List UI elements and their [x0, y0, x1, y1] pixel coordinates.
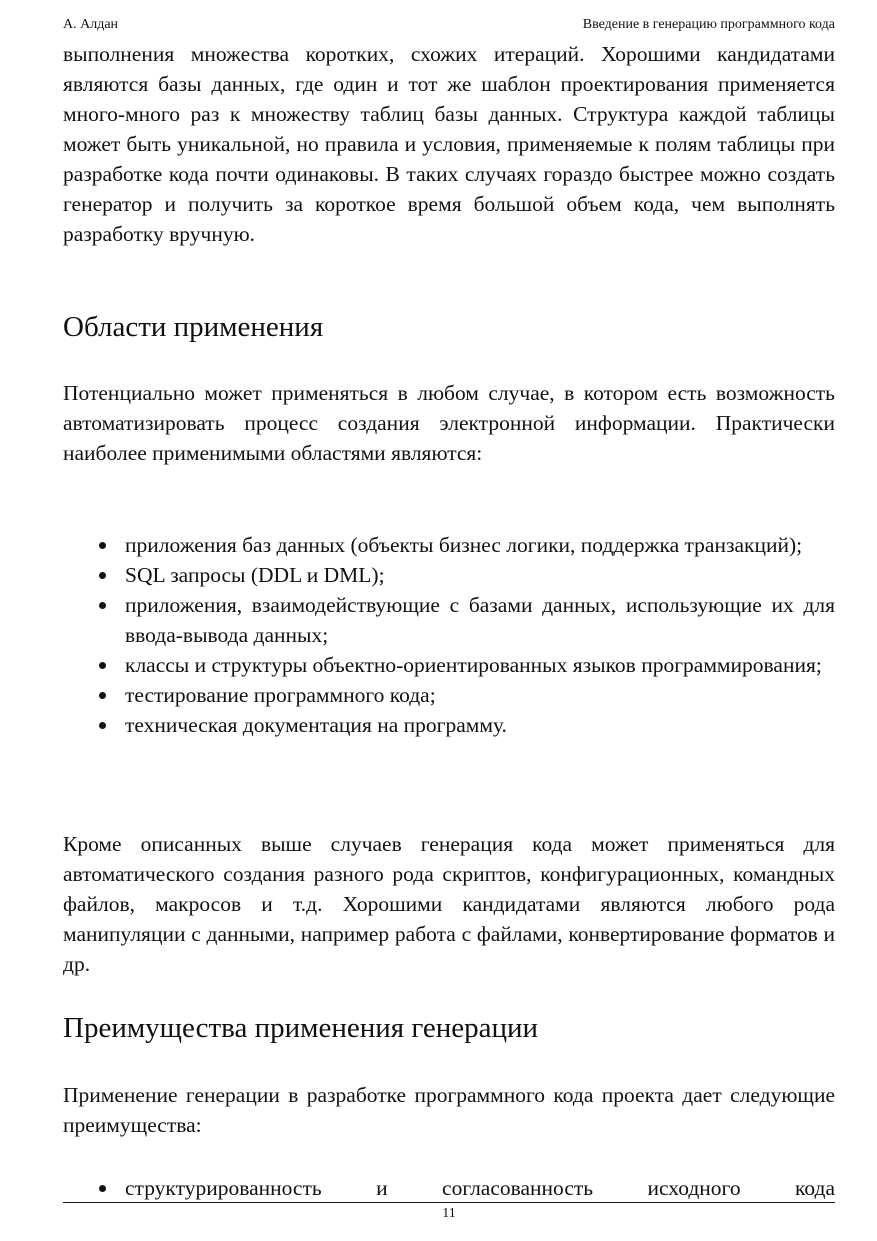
paragraph-applications-other: Кроме описанных выше случаев генерация кода может применяться для автоматического создания разного рода скриптов, конфигурационных, командных файлов, макросов и т.д. Хорошими кандидатами являются любого рода манипуляции с данными, например работа с файлами, конвертирование форматов и др.: [63, 832, 835, 976]
bullet-icon: [99, 602, 106, 609]
bullet-icon: [99, 692, 106, 699]
paragraph-applications-intro: Потенциально может применяться в любом случае, в котором есть возможность автоматизировать процесс создания электронной информации. Практически наиболее применимыми областями являются:: [63, 381, 835, 465]
list-item-text: приложения баз данных (объекты бизнес логики, поддержка транзакций);: [125, 533, 803, 557]
list-item: [63, 1173, 835, 1203]
running-header: [63, 15, 835, 35]
list-item: [63, 650, 835, 680]
bullet-icon: [99, 662, 106, 669]
list-item: [63, 560, 835, 590]
list-item-text: структурированность и согласованность исходного кода: [125, 1176, 835, 1200]
list-item: [63, 710, 835, 740]
list-item-text: приложения, взаимодействующие с базами данных, использующие их для ввода-вывода данных;: [125, 593, 835, 647]
list-item-text: техническая документация на программу.: [125, 713, 507, 737]
bullet-icon: [99, 542, 106, 549]
footer-rule: [63, 1202, 835, 1203]
list-item-text: SQL запросы (DDL и DML);: [125, 563, 385, 587]
list-item: [63, 590, 835, 650]
advantages-list: [63, 1173, 835, 1203]
page-number: 11: [442, 1206, 456, 1221]
list-item-text: классы и структуры объектно-ориентированных языков программирования;: [125, 653, 822, 677]
applications-list: [63, 530, 835, 740]
bullet-icon: [99, 1185, 106, 1192]
header-author: А. Алдан: [63, 17, 119, 32]
heading-advantages: Преимущества применения генерации: [63, 1012, 539, 1044]
bullet-icon: [99, 722, 106, 729]
paragraph-advantages-intro: Применение генерации в разработке программного кода проекта дает следующие преимущества:: [63, 1083, 835, 1137]
list-item: [63, 530, 835, 560]
heading-applications: Области применения: [63, 311, 324, 343]
list-item: [63, 680, 835, 710]
bullet-icon: [99, 572, 106, 579]
paragraph-continuation: выполнения множества коротких, схожих итераций. Хорошими кандидатами являются базы данных, где один и тот же шаблон проектирования применяется много-много раз к множеству таблиц базы данных. Структура каждой таблицы может быть уникальной, но правила и условия, применяемые к полям таблицы при разработке кода почти одинаковы. В таких случаях гораздо быстрее можно создать генератор и получить за короткое время большой объем кода, чем выполнять разработку вручную.: [63, 42, 835, 246]
list-item-text: тестирование программного кода;: [125, 683, 436, 707]
header-book-title: Введение в генерацию программного кода: [582, 17, 835, 32]
